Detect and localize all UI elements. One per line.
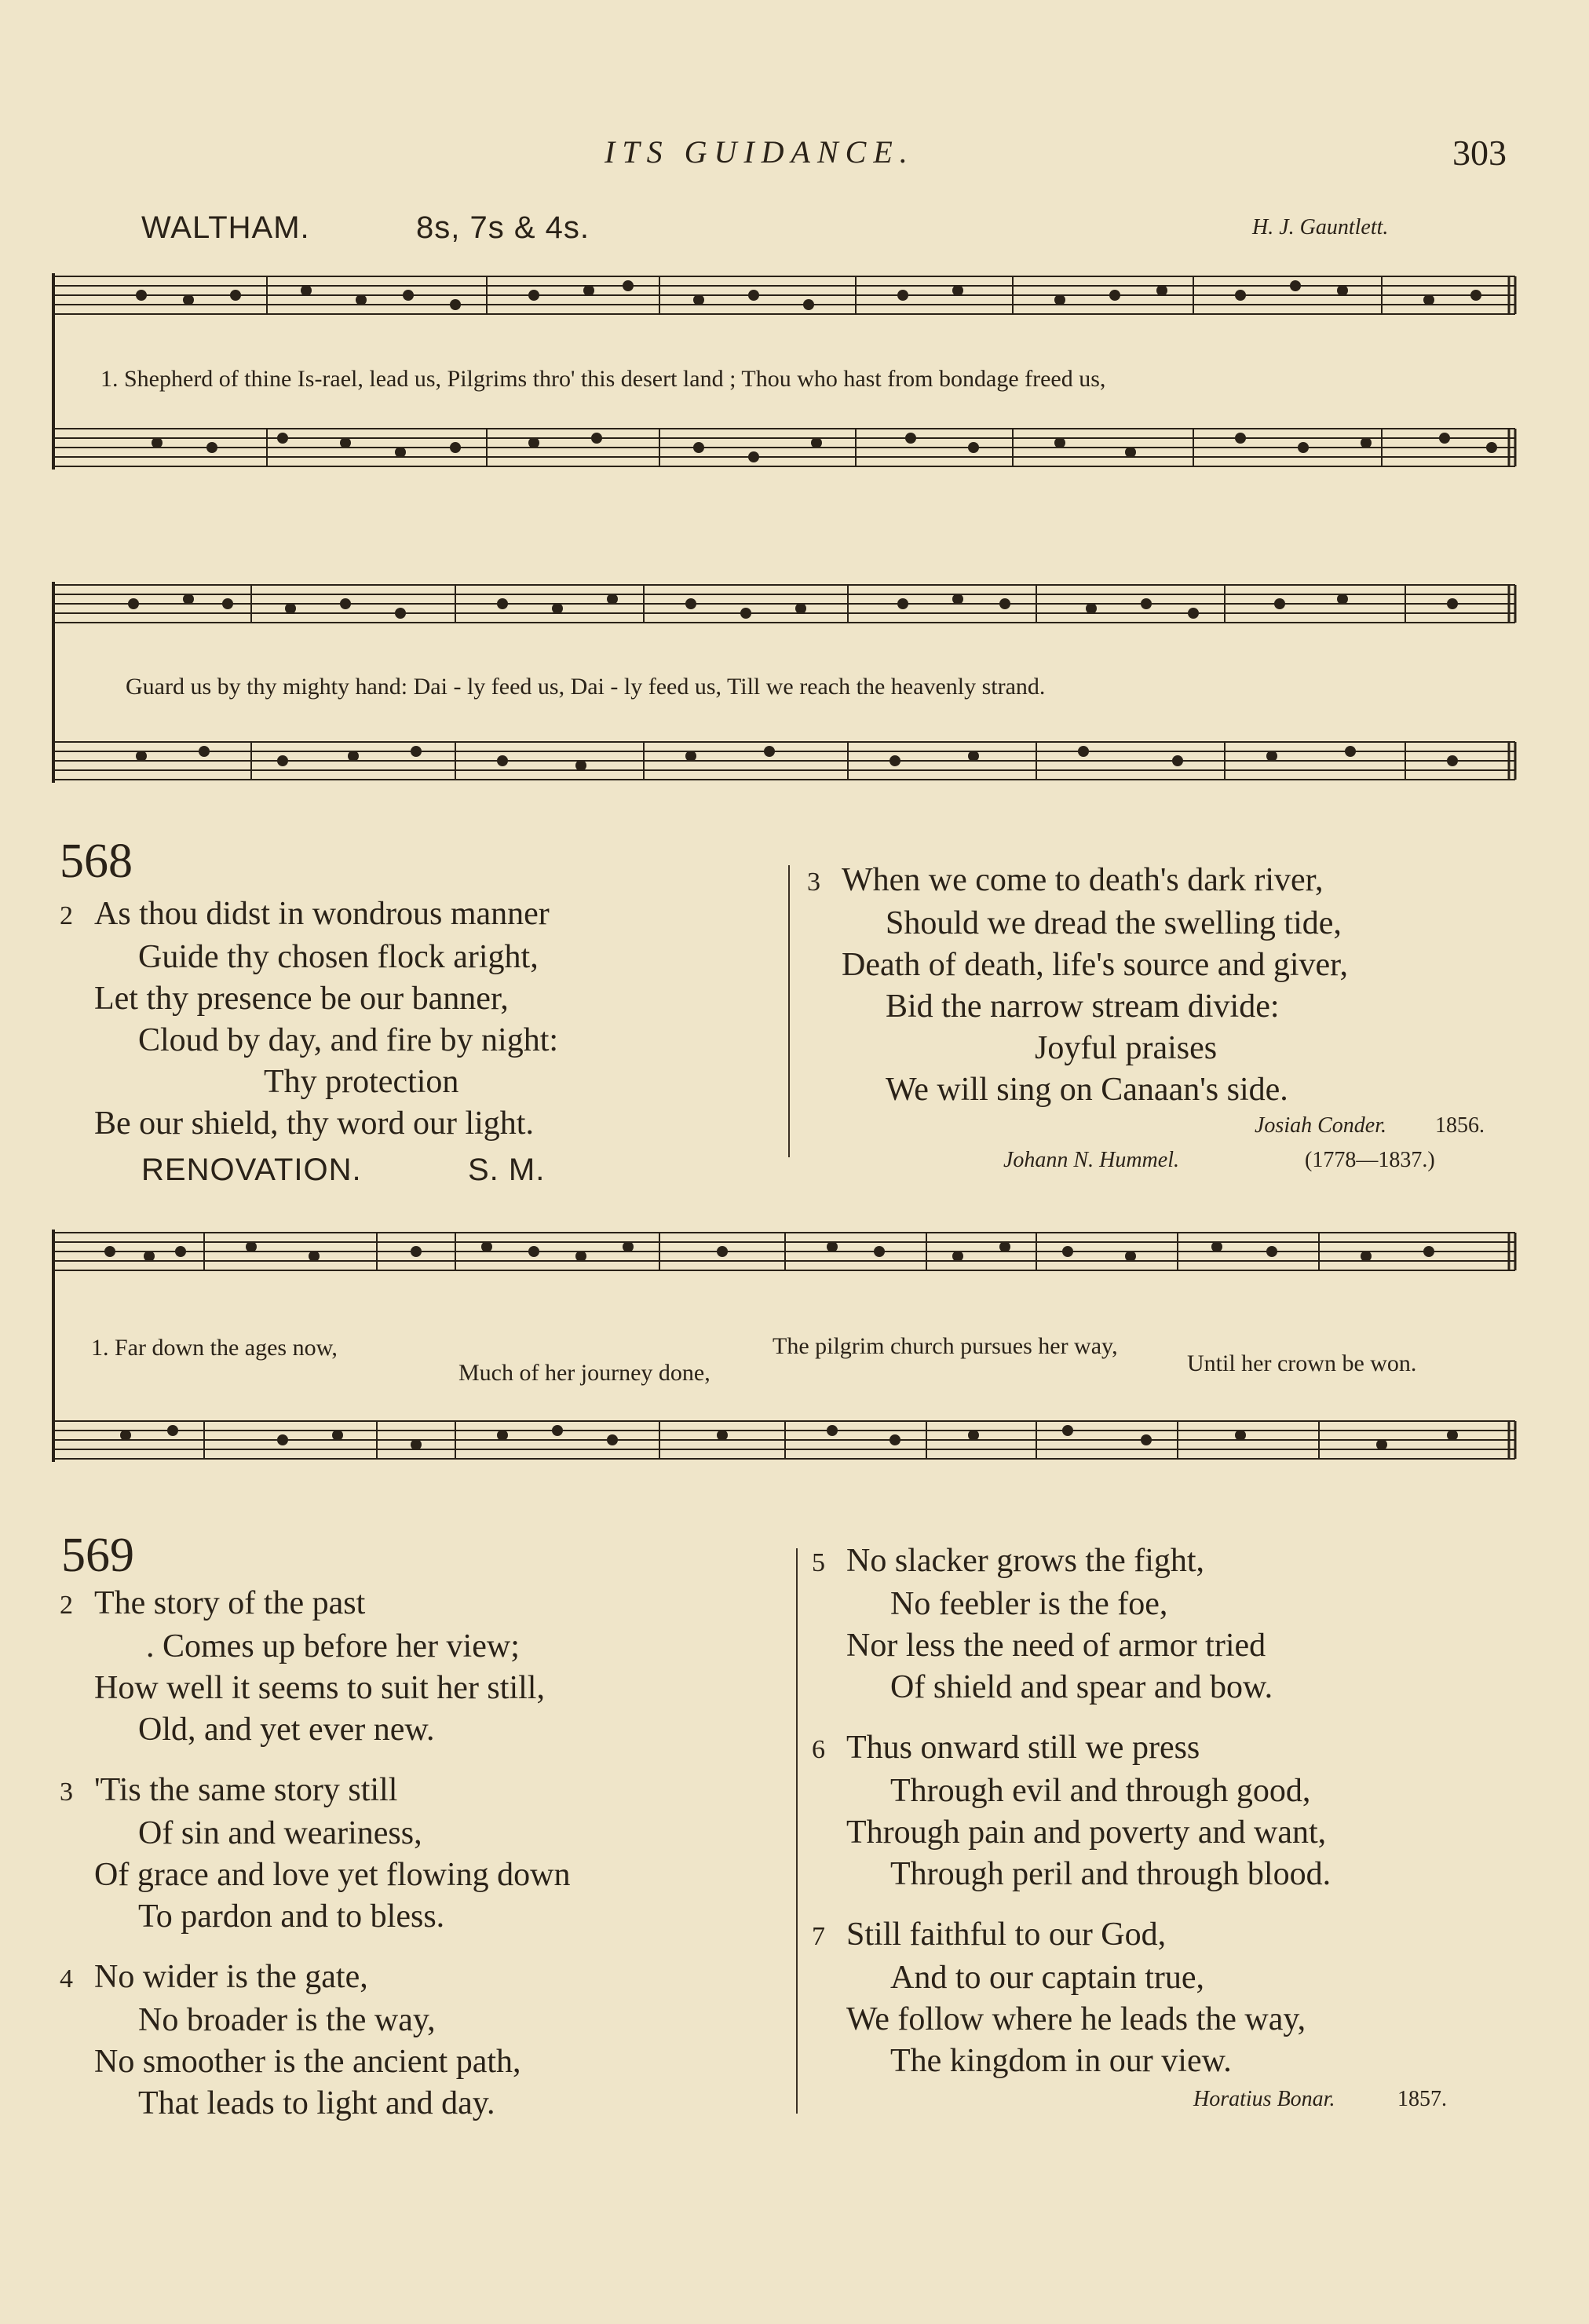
verse-number: 3 (60, 1778, 73, 1807)
hymn-number: 569 (61, 1529, 134, 1582)
page-number: 303 (1452, 133, 1507, 173)
lyric-fragment: The pilgrim church pursues her way, (773, 1333, 1118, 1359)
verse-line: Death of death, life's source and giver, (842, 947, 1348, 983)
verse-line: Of sin and weariness, (138, 1815, 422, 1851)
verse-line: That leads to light and day. (138, 2085, 495, 2121)
verse-number: 2 (60, 1591, 73, 1620)
author: Horatius Bonar. (1193, 2087, 1335, 2111)
verse-line: Guide thy chosen flock aright, (138, 939, 539, 975)
column-divider (796, 1548, 798, 2114)
verse-line: Let thy presence be our banner, (94, 981, 509, 1017)
verse-line: 6 Thus onward still we press (812, 1727, 1331, 1770)
verse-number: 6 (812, 1735, 825, 1764)
verse-line: We follow where he leads the way, (846, 2001, 1306, 2037)
verse-line: Through evil and through good, (890, 1773, 1311, 1809)
stanza (60, 893, 558, 1145)
tune-name: WALTHAM. (141, 210, 310, 245)
tune-meter: S. M. (468, 1153, 546, 1187)
verse-line: No smoother is the ancient path, (94, 2044, 521, 2080)
verse-line: 3 When we come to death's dark river, (807, 860, 1348, 903)
verse-number: 4 (60, 1964, 73, 1993)
lyric-fragment: Until her crown be won. (1187, 1350, 1417, 1376)
verse-number: 7 (812, 1922, 825, 1951)
verse-line: Of grace and love yet flowing down (94, 1857, 571, 1893)
author: Josiah Conder. (1255, 1113, 1386, 1138)
tune-meter: 8s, 7s & 4s. (416, 210, 590, 245)
tune-composer: Johann N. Hummel. (1003, 1148, 1179, 1172)
stanza-column-left (60, 1583, 570, 2125)
column-divider (788, 865, 790, 1157)
verse-line: 4 No wider is the gate, (60, 1957, 570, 2000)
verse-line: Through pain and poverty and want, (846, 1814, 1327, 1851)
stanza-column-right (812, 1540, 1331, 2082)
verse-line: 5 No slacker grows the fight, (812, 1540, 1331, 1584)
lyric-fragment: Much of her journey done, (458, 1360, 710, 1386)
verse-number: 2 (60, 901, 73, 930)
tune-name: RENOVATION. (141, 1153, 362, 1187)
verse-line: . Comes up before her view; (146, 1628, 520, 1664)
verse-line: 2 The story of the past (60, 1583, 570, 1626)
tune-composer: H. J. Gauntlett. (1252, 215, 1389, 239)
stanza (807, 860, 1348, 1111)
verse-line: The kingdom in our view. (890, 2043, 1232, 2079)
verse-line: 7 Still faithful to our God, (812, 1914, 1331, 1957)
verse-line: We will sing on Canaan's side. (886, 1072, 1288, 1108)
verse-line: Cloud by day, and fire by night: (138, 1022, 559, 1058)
verse-line: Old, and yet ever new. (138, 1712, 435, 1748)
year: 1856. (1435, 1113, 1485, 1138)
lyric-line: 1. Shepherd of thine Is-rael, lead us, Pilgrims thro' this desert land ; Thou who hast from bondage freed us, (100, 366, 1106, 392)
verse-line: To pardon and to bless. (138, 1898, 445, 1935)
verse-number: 3 (807, 868, 820, 897)
verse-line: 3 'Tis the same story still (60, 1770, 570, 1813)
verse-line: Bid the narrow stream divide: (886, 988, 1280, 1025)
running-title: ITS GUIDANCE. (605, 134, 915, 170)
verse-line: Of shield and spear and bow. (890, 1669, 1273, 1705)
verse-line: Through peril and through blood. (890, 1856, 1331, 1892)
hymn-number: 568 (60, 835, 133, 888)
verse-line: Should we dread the swelling tide, (886, 905, 1342, 941)
lyric-line: Guard us by thy mighty hand: Dai - ly feed us, Dai - ly feed us, Till we reach the heavenly strand. (126, 674, 1046, 700)
verse-line: Joyful praises (1035, 1030, 1218, 1066)
verse-line: Nor less the need of armor tried (846, 1628, 1266, 1664)
verse-line: How well it seems to suit her still, (94, 1670, 545, 1706)
verse-line: No broader is the way, (138, 2002, 436, 2038)
verse-line: And to our captain true, (890, 1960, 1205, 1996)
verse-line: Be our shield, thy word our light. (94, 1105, 534, 1142)
year: 1857. (1397, 2087, 1447, 2111)
lyric-fragment: 1. Far down the ages now, (91, 1335, 338, 1361)
verse-number: 5 (812, 1548, 825, 1577)
verse-line: 2 As thou didst in wondrous manner (60, 893, 558, 937)
verse-line: Thy protection (264, 1064, 459, 1100)
tune-dates: (1778—1837.) (1305, 1148, 1435, 1172)
verse-line: No feebler is the foe, (890, 1586, 1168, 1622)
